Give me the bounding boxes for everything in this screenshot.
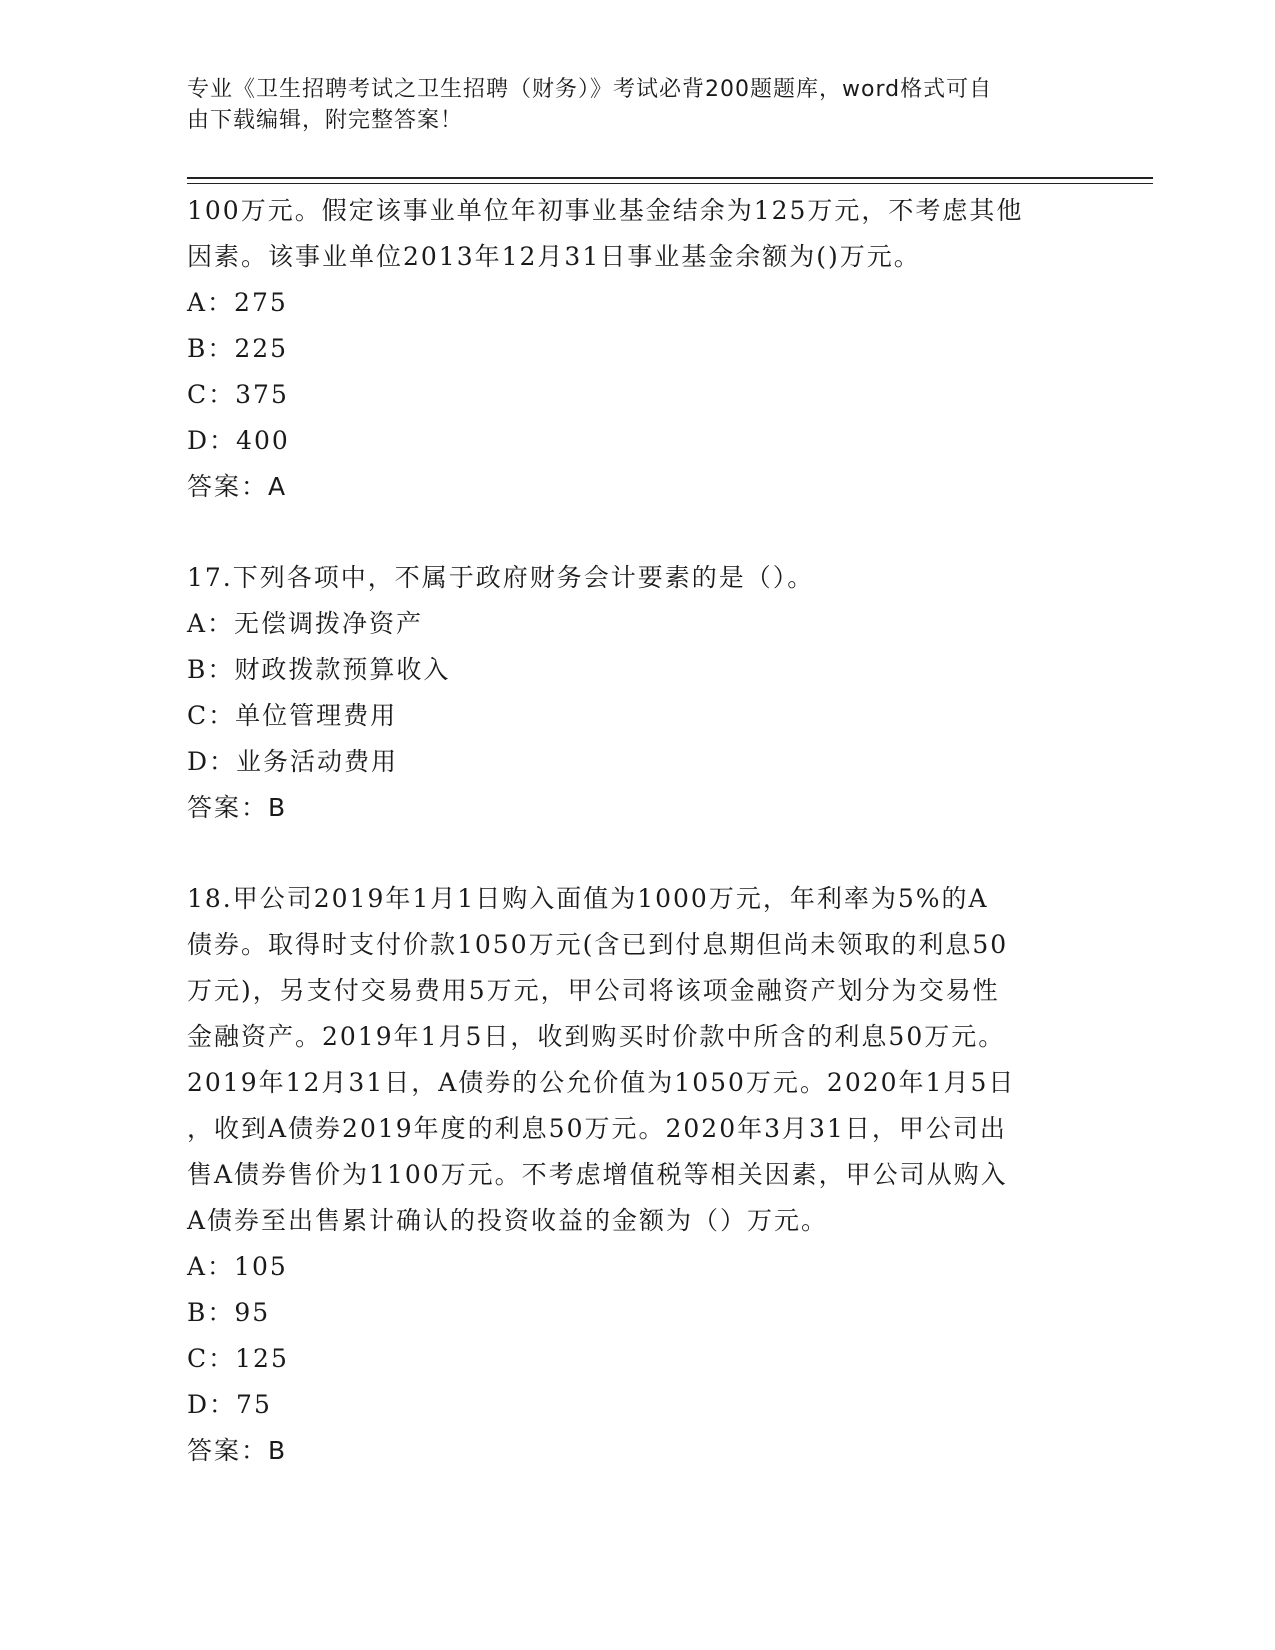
question-text-line: 售A债券售价为1100万元。不考虑增值税等相关因素，甲公司从购入 [187, 1160, 1008, 1189]
option-b: B：财政拨款预算收入 [187, 655, 451, 684]
question-text-line: A债券至出售累计确认的投资收益的金额为（）万元。 [187, 1206, 829, 1235]
option-c: C：125 [187, 1344, 289, 1373]
option-a: A：105 [187, 1252, 288, 1281]
question-text-line: 17.下列各项中，不属于政府财务会计要素的是（）。 [187, 563, 815, 592]
question-text-line: 100万元。假定该事业单位年初事业基金结余为125万元，不考虑其他 [187, 196, 1024, 225]
header-divider-thick [187, 177, 1153, 179]
header-divider-thin [187, 183, 1153, 184]
option-b: B：95 [187, 1298, 271, 1327]
option-b: B：225 [187, 334, 289, 363]
question-text-line: 债券。取得时支付价款1050万元(含已到付息期但尚未领取的利息50 [187, 930, 1009, 959]
option-d: D：75 [187, 1390, 272, 1419]
option-c: C：单位管理费用 [187, 701, 398, 730]
question-gap [187, 831, 1087, 876]
question-16 [187, 188, 1087, 510]
header-line-2: 由下载编辑，附完整答案！ [187, 108, 464, 133]
question-text-line: ，收到A债券2019年度的利息50万元。2020年3月31日，甲公司出 [187, 1114, 1007, 1143]
question-text-line: 2019年12月31日，A债券的公允价值为1050万元。2020年1月5日 [187, 1068, 1016, 1097]
header-line-1: 专业《卫生招聘考试之卫生招聘（财务）》考试必背200题题库，word格式可自 [187, 77, 993, 102]
question-17 [187, 555, 1087, 831]
question-text-line: 金融资产。2019年1月5日，收到购买时价款中所含的利息50万元。 [187, 1022, 1006, 1051]
question-text-line: 18.甲公司2019年1月1日购入面值为1000万元，年利率为5%的A [187, 884, 989, 913]
option-c: C：375 [187, 380, 289, 409]
question-text-line: 因素。该事业单位2013年12月31日事业基金余额为()万元。 [187, 242, 921, 271]
answer-line: 答案：B [187, 1436, 288, 1465]
question-content [187, 188, 1087, 1474]
question-gap [187, 510, 1087, 555]
option-a: A：275 [187, 288, 288, 317]
question-18 [187, 876, 1087, 1474]
document-header [187, 74, 1067, 136]
answer-line: 答案：A [187, 472, 288, 501]
question-text-line: 万元)，另支付交易费用5万元，甲公司将该项金融资产划分为交易性 [187, 976, 1000, 1005]
option-a: A：无偿调拨净资产 [187, 609, 424, 638]
option-d: D：业务活动费用 [187, 747, 399, 776]
answer-line: 答案：B [187, 793, 288, 822]
option-d: D：400 [187, 426, 290, 455]
